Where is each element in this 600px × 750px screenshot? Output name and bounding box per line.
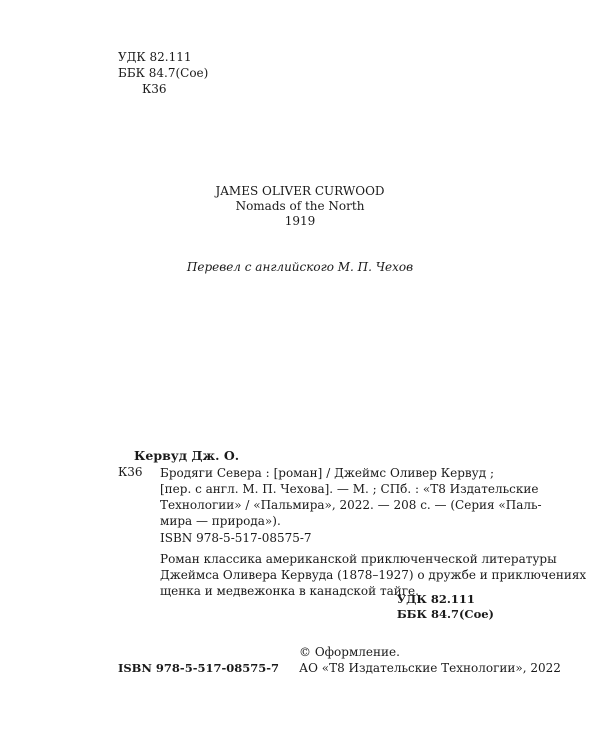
description-line: Технологии» / «Пальмира», 2022. — 208 с. — (Серия «Паль-: [160, 498, 542, 512]
bibliographic-description: [160, 465, 542, 529]
footer-isbn: ISBN 978-5-517-08575-7: [118, 661, 280, 675]
annotation-line: Роман классика американской приключенческой литературы: [160, 552, 557, 566]
translator-credit: Перевел с английского М. П. Чехов: [186, 260, 414, 274]
description-line: мира — природа»).: [160, 514, 281, 528]
description-line: [пер. с англ. М. П. Чехова]. — М. ; СПб. : «Т8 Издательские: [160, 482, 539, 496]
design-copyright: © Оформление.: [299, 645, 400, 659]
record-cipher: К36: [118, 465, 143, 479]
publisher-copyright: АО «Т8 Издательские Технологии», 2022: [299, 661, 561, 675]
original-title: Nomads of the North: [235, 199, 365, 213]
record-author: Кервуд Дж. О.: [134, 448, 240, 463]
udk-bbk-block-bottom: [397, 592, 494, 622]
annotation-line: Джеймса Оливера Кервуда (1878–1927) о дружбе и приключениях: [160, 568, 587, 582]
bbk-code: ББК 84.7(Сое): [396, 607, 494, 621]
udk-bbk-block-top: [118, 49, 208, 97]
udk-code: УДК 82.111: [396, 592, 475, 606]
original-edition-block: [0, 184, 600, 229]
record-isbn: ISBN 978-5-517-08575-7: [160, 531, 312, 545]
bbk-code: ББК 84.7(Сое): [118, 66, 209, 80]
description-line: Бродяги Севера : [роман] / Джеймс Оливер Кервуд ;: [160, 466, 494, 480]
udk-code: УДК 82.111: [118, 50, 192, 64]
original-year: 1919: [284, 214, 316, 228]
author-cipher: К36: [142, 82, 167, 96]
annotation-line: щенка и медвежонка в канадской тайге.: [160, 584, 419, 598]
original-author: JAMES OLIVER CURWOOD: [215, 184, 385, 198]
